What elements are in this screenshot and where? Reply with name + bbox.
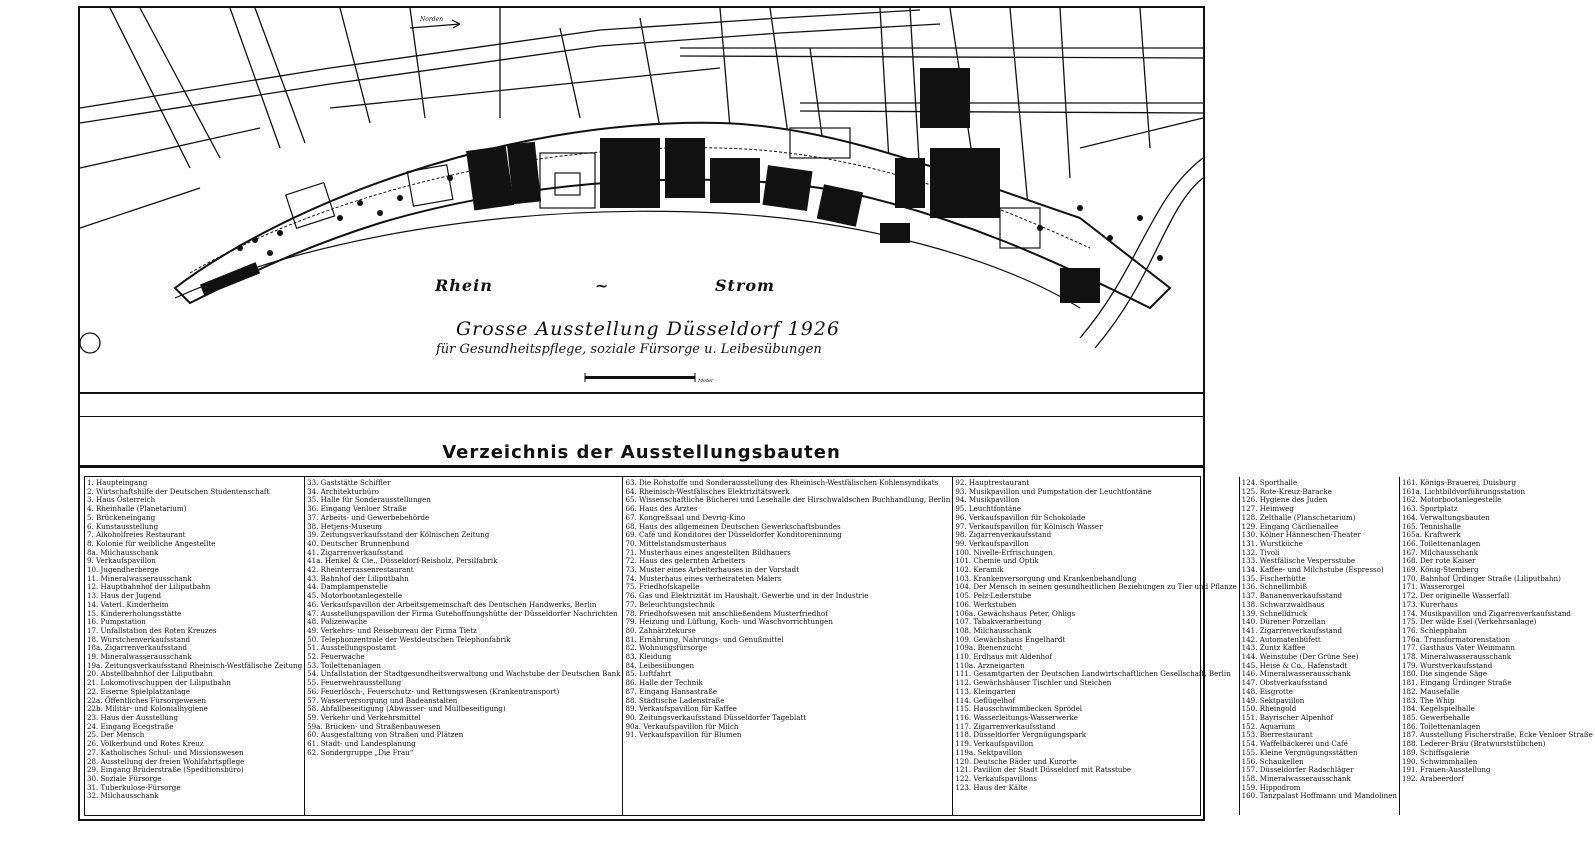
index-entry: 186. Toilettenanlagen [1401,721,1481,731]
index-entry: 23. Haus der Ausstellung [87,712,179,722]
index-entry: 112. Gewächshäuser Tischler und Steichen [955,678,1112,688]
index-entry: 7. Alkoholfreies Restaurant [87,530,186,540]
index-entry: 137. Bananenverkaufsstand [1241,591,1343,601]
index-entry: 116. Wasserleitungs-Wasserwerke [955,712,1078,722]
index-entry: 167. Milchausschank [1401,547,1479,557]
index-entry: 108. Milchausschank [955,625,1032,635]
index-entry: 143. Zuntz Kaffee [1241,643,1306,653]
index-entry: 173. Kurerhaus [1401,599,1458,609]
index-entry: 144. Weinstube (Der Grüne See) [1241,652,1359,662]
index-entry: 176. Schleppbahn [1401,625,1467,635]
index-entry: 42. Rheinterrassenrestaurant [307,565,414,575]
index-entry: 89. Verkaufspavillon für Kaffee [625,704,737,714]
index-entry: 110a. Arzneigarten [955,660,1025,670]
map-title: Grosse Ausstellung Düsseldorf 1926 [456,318,841,340]
index-entry: 181. Eingang Ürdinger Straße [1401,678,1512,688]
index-entry: 115. Hausschwimmbecken Sprödel [955,704,1083,714]
index-entry: 66. Haus des Arztes [625,504,698,514]
index-entry: 98. Zigarrenverkaufsstand [955,530,1052,540]
index-entry: 114. Geflügelhof [955,695,1015,705]
index-entry: 179. Wurstverkaufsstand [1401,660,1493,670]
index-entry: 166. Toilettenanlagen [1401,538,1481,548]
index-entry: 14. Vaterl. Kinderheim [87,599,169,609]
index-entry: 2. Wirtschaftshilfe der Deutschen Studentenschaft [87,486,270,496]
index-entry: 106a. Gewächshaus Peter, Ohligs [955,608,1076,618]
index-entry: 25. Der Mensch [87,730,145,740]
index-entry: 172. Der originelle Wasserfall [1401,591,1510,601]
index-entry: 10. Jugendherberge [87,565,159,575]
index-entry: 44. Damplampenstelle [307,582,388,592]
index-entry: 50. Telephonzentrale der Westdeutschen Telephonfabrik [307,634,511,644]
index-entry: 182. Mausefalle [1401,686,1460,696]
index-entry: 127. Heimweg [1241,504,1294,514]
north-arrow [410,24,460,28]
index-entry: 165a. Kraftwerk [1401,530,1461,540]
index-entry: 87. Eingang Hansastraße [625,686,718,696]
index-entry: 83. Kleidung [625,652,672,662]
index-entry: 15. Kindererholungsstätte [87,608,182,618]
index-entry: 90. Zeitungsverkaufsstand Düsseldorfer Tageblatt [625,712,807,722]
index-entry: 113. Kleingarten [955,686,1016,696]
index-entry: 20. Abstellbahnhof der Liliputbahn [87,669,213,679]
index-entry: 75. Friedhofskapelle [625,582,700,592]
index-entry: 101. Chemie und Optik [955,556,1039,566]
index-entry: 156. Schaukellen [1241,756,1304,766]
index-entry: 100. Nivelle-Erfrischungen [955,547,1053,557]
index-entry: 37. Arbeits- und Gewerbebehörde [307,512,430,522]
index-entry: 150. Rheingold [1241,704,1297,714]
index-entry: 48. Polizeiwache [307,617,368,627]
index-entry: 139. Schnelldruck [1241,608,1308,618]
index-entry: 6. Kunstausstellung [87,521,159,531]
index-entry: 138. Schwarzwaldhaus [1241,599,1325,609]
index-entry: 136. Schnellimbiß [1241,582,1307,592]
index-entry: 84. Leibesübungen [625,660,695,670]
index-entry: 140. Dürener Porzellan [1241,617,1326,627]
index-entry: 96. Verkaufspavillon für Schokolade [955,512,1086,522]
index-entry: 59a. Brücken- und Straßenbauwesen [307,721,441,731]
index-entry: 157. Düsseldorfer Radschläger [1241,765,1354,775]
index-entry: 104. Der Mensch in seinen gesundheitlichen Beziehungen zu Tier und Pflanze [955,582,1237,592]
map-sheet [78,6,1593,821]
index-entry: 110. Erdhaus mit Aldenhof [955,652,1052,662]
index-entry: 39. Zeitungsverkaufsstand der Kölnischen Zeitung [307,530,490,540]
index-entry: 192. Arabeerdorf [1401,773,1464,783]
index-entry: 168. Der rote Kaiser [1401,556,1476,566]
index-entry: 131. Wurstküche [1241,538,1303,548]
building-index [84,476,1593,816]
index-entry: 133. Westfälische Vespersstube [1241,556,1356,566]
index-entry: 111. Gesamtgarten der Deutschen Landwirtschaftlichen Gesellschaft, Berlin [955,669,1231,679]
index-entry: 91. Verkaufspavillon für Blumen [625,730,742,740]
index-entry: 35. Halle für Sonderausstellungen [307,495,431,505]
index-entry: 68. Haus des allgemeinen Deutschen Gewerkschaftsbundes [625,521,841,531]
index-entry: 176a. Transformatorenstation [1401,634,1511,644]
index-entry: 141. Zigarrenverkaufsstand [1241,625,1343,635]
index-entry: 148. Eisgrotte [1241,686,1293,696]
index-entry: 60. Ausgestaltung von Straßen und Plätzen [307,730,464,740]
index-entry: 102. Keramik [955,565,1004,575]
index-entry: 174. Musikpavillon und Zigarrenverkaufsstand [1401,608,1571,618]
river-name-tilde: ~ [595,276,609,295]
index-entry: 93. Musikpavillon und Pumpstation der Leuchtfontäne [955,486,1152,496]
index-entry: 169. König-Stemberg [1401,565,1479,575]
index-column [1240,477,1400,815]
index-entry: 79. Heizung und Lüftung, Koch- und Waschvorrichtungen [625,617,833,627]
index-entry: 31. Tuberkulose-Fürsorge [87,782,181,792]
index-entry: 8. Kolonie für weibliche Angestellte [87,538,216,548]
index-entry: 118. Düsseldorfer Vergnügungspark [955,730,1087,740]
index-entry: 56. Feuerlösch-, Feuerschutz- und Rettungswesen (Krankentransport) [307,686,560,696]
river-name-left: Rhein [435,276,493,295]
index-entry: 46. Verkaufspavillon der Arbeitsgemeinschaft des Deutschen Handwerks, Berlin [307,599,597,609]
index-entry: 81. Ernährung, Nahrungs- und Genußmittel [625,634,784,644]
index-entry: 142. Automatenbüfett [1241,634,1321,644]
index-entry: 130. Kölner Hänneschen-Theater [1241,530,1361,540]
index-entry: 67. Kongreßsaal und Devrig-Kino [625,512,746,522]
index-entry: 13. Haus der Jugend [87,591,162,601]
scale-label: Meter [698,378,714,384]
index-entry: 184. Kegelspielhalle [1401,704,1475,714]
index-entry: 49. Verkehrs- und Reisebureau der Firma Tietz [307,625,477,635]
index-entry: 43. Bahnhof der Liliputbahn [307,573,409,583]
index-entry: 109. Gewächshaus Engelhardt [955,634,1066,644]
index-entry: 53. Toilettenanlagen [307,660,381,670]
index-entry: 4. Rheinhalle (Planetarium) [87,504,187,514]
index-entry: 119a. Sektpavillon [955,747,1023,757]
index-entry: 147. Obstverkaufsstand [1241,678,1328,688]
exhibition-map [80,8,1203,394]
index-entry: 27. Katholisches Schul- und Missionswesen [87,747,244,757]
index-entry: 88. Städtische Ladenstraße [625,695,725,705]
river-name-right: Strom [715,276,775,295]
index-entry: 124. Sporthalle [1241,478,1298,487]
index-entry: 54. Unfallstation der Stadtgesundheitsverwaltung und Wachstube der Deutschen Bank [307,669,621,679]
index-entry: 16. Pumpstation [87,617,146,627]
index-entry: 41. Zigarrenverkaufsstand [307,547,403,557]
round-plaza [80,333,100,353]
index-entry: 80. Zahnärztekurse [625,625,696,635]
index-entry: 152. Aquarium [1241,721,1296,731]
index-entry: 59. Verkehr und Verkehrsmittel [307,712,421,722]
index-entry: 155. Kleine Vergnügungsstätten [1241,747,1358,757]
index-entry: 18a. Zigarrenverkaufsstand [87,643,188,653]
index-entry: 153. Bierrestaurant [1241,730,1313,740]
index-entry: 45. Motorbootanlegestelle [307,591,403,601]
index-entry: 47. Ausstellungspavillon der Firma Gutehoffnungshütte der Düsseldorfer Nachrichten [307,608,618,618]
index-entry: 170. Bahnhof Ürdinger Straße (Liliputbahn) [1401,573,1561,583]
index-entry: 128. Zelthalle (Planschetarium) [1241,512,1356,522]
index-entry: 19a. Zeitungsverkaufsstand Rheinisch-Westfälische Zeitung [87,660,303,670]
index-entry: 57. Wasserversorgung und Badeanstalten [307,695,458,705]
index-entry: 109a. Bienenzucht [955,643,1023,653]
index-entry: 94. Musikpavillon [955,495,1020,505]
north-label: Norden [420,16,443,23]
index-entry: 120. Deutsche Bäder und Kurorte [955,756,1077,766]
index-entry: 29. Eingang Brüderstraße (Speditionsbüro) [87,765,244,775]
index-entry: 55. Feuerwehrausstellung [307,678,402,688]
index-entry: 177. Gasthaus Vater Weinmann [1401,643,1515,653]
index-entry: 185. Gewerbehalle [1401,712,1470,722]
index-entry: 183. The Whip [1401,695,1455,705]
index-entry: 64. Rheinisch-Westfälisches Elektrizitätswerk [625,486,790,496]
index-entry: 129. Eingang Cäcilienallee [1241,521,1339,531]
index-entry: 126. Hygiene des Juden [1241,495,1328,505]
index-entry: 146. Mineralwasserausschank [1241,669,1351,679]
index-entry: 117. Zigarrenverkaufsstand [955,721,1056,731]
index-entry: 65. Wissenschaftliche Bücherei und Lesehalle der Hirschwaldschen Buchhandlung, Berlin [625,495,951,505]
index-entry: 17. Unfallstation des Roten Kreuzes [87,625,217,635]
index-entry: 32. Milchausschank [87,791,159,801]
index-entry: 105. Pelz-Lederstube [955,591,1032,601]
index-entry: 30. Soziale Fürsorge [87,773,162,783]
index-entry: 52. Feuerwache [307,652,365,662]
index-entry: 132. Tivoli [1241,547,1280,557]
separator-strip [80,392,1203,417]
index-entry: 62. Sondergruppe „Die Frau“ [307,747,414,757]
index-entry: 8a. Milchausschank [87,547,159,557]
scale-bar [585,373,695,382]
index-entry: 149. Sektpavillon [1241,695,1305,705]
exhibition-buildings [200,68,1100,303]
index-entry: 36. Eingang Venloer Straße [307,504,407,514]
index-entry: 134. Kaffee- und Milchstube (Espresso) [1241,565,1384,575]
index-entry: 63. Die Rohstoffe und Sonderausstellung des Rheinisch-Westfälischen Kohlensyndikats [625,478,939,487]
map-subtitle: für Gesundheitspflege, soziale Fürsorge u. Leibesübungen [436,342,822,357]
index-entry: 161a. Lichtbildvorführungsstation [1401,486,1526,496]
index-entry: 19. Mineralwasserausschank [87,652,192,662]
index-entry: 82. Wohnungsfürsorge [625,643,708,653]
index-entry: 24. Eingang Ecegstraße [87,721,174,731]
index-entry: 163. Sportplatz [1401,504,1458,514]
index-entry: 40. Deutscher Brunnenbund [307,538,410,548]
index-entry: 73. Muster eines Arbeiterhauses in der Vorstadt [625,565,800,575]
index-entry: 85. Luftfahrt [625,669,672,679]
index-entry: 58. Abfallbeseitigung (Abwasser- und Müllbeseitigung) [307,704,506,714]
index-entry: 22b. Militär- und Kolonialhygiene [87,704,208,714]
index-entry: 77. Beleuchtungstechnik [625,599,715,609]
index-entry: 61. Stadt- und Landesplanung [307,739,416,749]
index-entry: 106. Werkstuben [955,599,1017,609]
index-entry: 51. Ausstellungspostamt [307,643,396,653]
index-entry: 12. Hauptbahnhof der Liliputbahn [87,582,211,592]
index-entry: 95. Leuchtfontäne [955,504,1022,514]
index-entry: 1. Haupteingang [87,478,148,487]
index-entry: 190. Schwimmhallen [1401,756,1478,766]
index-entry: 151. Bayrischer Alpenhof [1241,712,1334,722]
index-entry: 180. Die singende Säge [1401,669,1488,679]
index-entry: 69. Café und Konditorei der Düsseldorfer Konditoreninnung [625,530,842,540]
index-column [85,477,305,815]
index-entry: 78. Friedhofswesen mit anschließendem Musterfriedhof [625,608,828,618]
index-entry: 107. Tabakverarbeitung [955,617,1042,627]
index-entry: 161. Königs-Brauerei, Duisburg [1401,478,1516,487]
index-entry: 74. Musterhaus eines verheirateten Malers [625,573,782,583]
index-entry: 175. Der wilde Esel (Verkehrsanlage) [1401,617,1537,627]
index-entry: 119. Verkaufspavillon [955,739,1034,749]
index-entry: 18. Wurstchenverkaufsstand [87,634,191,644]
index-entry: 97. Verkaufspavillon für Kölnisch Wasser [955,521,1103,531]
index-entry: 22a. Öffentliches Fürsorgewesen [87,695,207,705]
legend-title: Verzeichnis der Ausstellungsbauten [442,442,841,463]
index-entry: 125. Rote-Kreuz-Baracke [1241,486,1332,496]
index-entry: 11. Mineralwasserausschank [87,573,192,583]
index-entry: 86. Halle der Technik [625,678,703,688]
index-entry: 38. Hetjens-Museum [307,521,382,531]
index-column [305,477,623,815]
index-entry: 188. Lederer-Bräu (Bratwurststübchen) [1401,739,1546,749]
index-entry: 72. Haus des gelernten Arbeiters [625,556,746,566]
index-entry: 9. Verkaufspavillon [87,556,156,566]
index-entry: 121. Pavillon der Stadt Düsseldorf mit Ratsstube [955,765,1132,775]
index-entry: 122. Verkaufspavillons [955,773,1037,783]
index-entry: 26. Völkerbund und Rotes Kreuz [87,739,204,749]
index-entry: 3. Haus Österreich [87,495,156,505]
index-entry: 178. Mineralwasserausschank [1401,652,1512,662]
index-entry: 70. Mittelstandsmusterhaus [625,538,727,548]
index-column [953,477,1239,815]
index-entry: 71. Musterhaus eines angestellten Bildhauers [625,547,791,557]
index-entry: 76. Gas und Elektrizität im Haushalt, Gewerbe und in der Industrie [625,591,869,601]
index-entry: 21. Lokomotivschuppen der Liliputbahn [87,678,231,688]
index-column [623,477,953,815]
index-entry: 123. Haus der Kälte [955,782,1028,792]
index-entry: 160. Tanzpalast Hoffmann und Mandolinen [1241,791,1397,801]
index-entry: 92. Hauptrestaurant [955,478,1030,487]
index-entry: 165. Tennishalle [1401,521,1461,531]
index-entry: 135. Fischerhütte [1241,573,1306,583]
index-column [1400,477,1595,815]
index-entry: 33. Gaststätte Schiffler [307,478,391,487]
index-entry: 162. Motorbootanlegestelle [1401,495,1502,505]
index-entry: 22. Eiserne Spielplatzanlage [87,686,191,696]
index-entry: 5. Brückeneingang [87,512,156,522]
index-entry: 171. Wasserorgel [1401,582,1465,592]
index-entry: 28. Ausstellung der freien Wohlfahrtspflege [87,756,245,766]
index-entry: 99. Verkaufspavillon [955,538,1029,548]
index-entry: 187. Ausstellung Fischerstraße, Ecke Venloer Straße [1401,730,1593,740]
index-entry: 154. Waffelbäckerei und Café [1241,739,1348,749]
index-entry: 189. Schiffsgalerie [1401,747,1470,757]
index-entry: 191. Frauen-Ausstellung [1401,765,1491,775]
legend-title-rule [80,465,1203,468]
index-entry: 164. Verwaltungsbauten [1401,512,1490,522]
index-entry: 145. Heise & Co., Hafenstadt [1241,660,1348,670]
index-entry: 103. Krankenversorgung und Krankenbehandlung [955,573,1137,583]
index-entry: 34. Architekturbüro [307,486,379,496]
index-entry: 90a. Verkaufspavillon für Milch [625,721,739,731]
index-entry: 158. Mineralwasserausschank [1241,773,1351,783]
index-entry: 159. Hippodrom [1241,782,1301,792]
index-entry: 41a. Henkel & Cie., Düsseldorf-Reisholz, Persilfabrik [307,556,498,566]
